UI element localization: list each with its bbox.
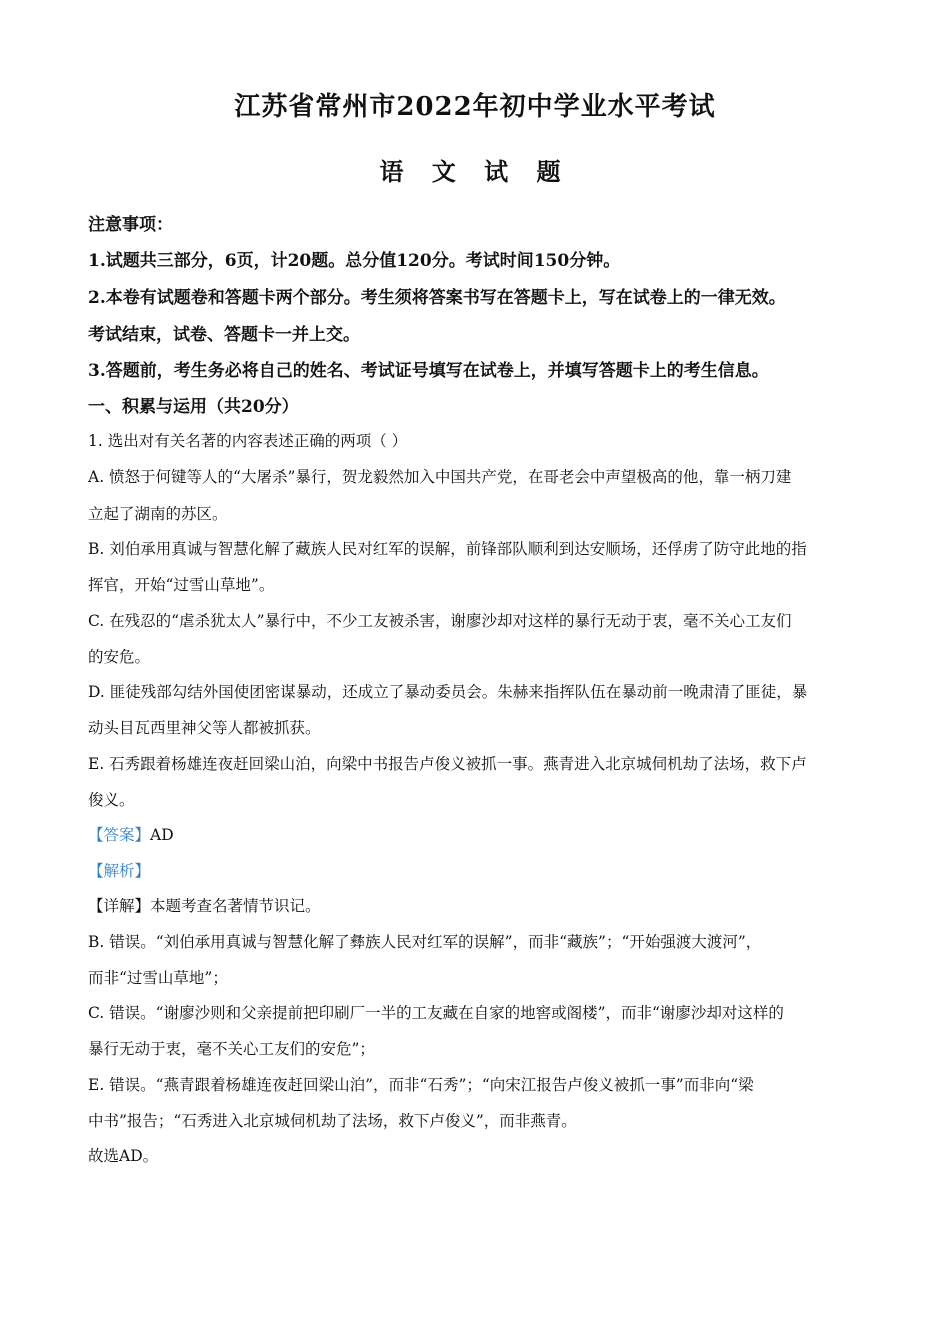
notice-item-1: 1.试题共三部分，6页，计20题。总分值120分。考试时间150分钟。 <box>88 251 621 271</box>
page-title: 江苏省常州市2022年初中学业水平考试 <box>234 92 716 122</box>
conclusion: 故选AD。 <box>88 1147 159 1165</box>
section-heading: 一、积累与运用（共20分） <box>88 397 299 417</box>
detail-c-line-2: 暴行无动于衷，毫不关心工友们的安危”； <box>88 1040 375 1058</box>
option-e-line-1: E. 石秀跟着杨雄连夜赶回梁山泊，向梁中书报告卢俊义被抓一事。燕青进入北京城伺机劫了法场，救下卢 <box>88 755 807 773</box>
option-d-line-1: D. 匪徒残部勾结外国使团密谋暴动，还成立了暴动委员会。朱赫来指挥队伍在暴动前一晚肃清了匪徒，暴 <box>88 683 808 701</box>
answer-value: AD <box>150 826 174 844</box>
option-b-line-2: 挥官，开始“过雪山草地”。 <box>88 576 275 594</box>
detail-e-line-1: E. 错误。“燕青跟着杨雄连夜赶回梁山泊”，而非“石秀”；“向宋江报告卢俊义被抓一事”而非向“梁 <box>88 1076 754 1094</box>
detail-b-line-1: B. 错误。“刘伯承用真诚与智慧化解了彝族人民对红军的误解”，而非“藏族”；“开始强渡大渡河”， <box>88 933 762 951</box>
option-e-line-2: 俊义。 <box>88 791 135 809</box>
detail-c-line-1: C. 错误。“谢廖沙则和父亲提前把印刷厂一半的工友藏在自家的地窖或阁楼”，而非“谢廖沙却对这样的 <box>88 1004 784 1022</box>
question-stem: 1. 选出对有关名著的内容表述正确的两项（ ） <box>88 432 408 450</box>
detail-e-line-2: 中书”报告；“石秀进入北京城伺机劫了法场，救下卢俊义”，而非燕青。 <box>88 1112 577 1130</box>
option-c-line-2: 的安危。 <box>88 648 151 666</box>
answer-tag: 【答案】 <box>88 826 151 844</box>
answer-line <box>88 823 174 845</box>
page-subtitle: 语 文 试 题 <box>379 157 571 186</box>
notice-heading: 注意事项： <box>88 215 173 235</box>
detail-b-line-2: 而非“过雪山草地”； <box>88 969 228 987</box>
notice-item-2: 2.本卷有试题卷和答题卡两个部分。考生须将答案书写在答题卡上，写在试卷上的一律无效。 <box>88 288 786 308</box>
notice-item-3: 3.答题前，考生务必将自己的姓名、考试证号填写在试卷上，并填写答题卡上的考生信息。 <box>88 361 769 381</box>
analysis-tag: 【解析】 <box>88 862 151 880</box>
notice-item-2-cont: 考试结束，试卷、答题卡一并上交。 <box>88 325 360 345</box>
option-c-line-1: C. 在残忍的“虐杀犹太人”暴行中，不少工友被杀害，谢廖沙却对这样的暴行无动于衷，毫不关心工友们 <box>88 612 792 630</box>
option-a-line-2: 立起了湖南的苏区。 <box>88 505 228 523</box>
detail-intro: 【详解】本题考查名著情节识记。 <box>88 897 321 915</box>
option-d-line-2: 动头目瓦西里神父等人都被抓获。 <box>88 719 321 737</box>
option-b-line-1: B. 刘伯承用真诚与智慧化解了藏族人民对红军的误解，前锋部队顺利到达安顺场，还俘虏了防守此地的指 <box>88 540 807 558</box>
option-a-line-1: A. 愤怒于何键等人的“大屠杀”暴行，贺龙毅然加入中国共产党，在哥老会中声望极高的他，靠一柄刀建 <box>88 468 792 486</box>
